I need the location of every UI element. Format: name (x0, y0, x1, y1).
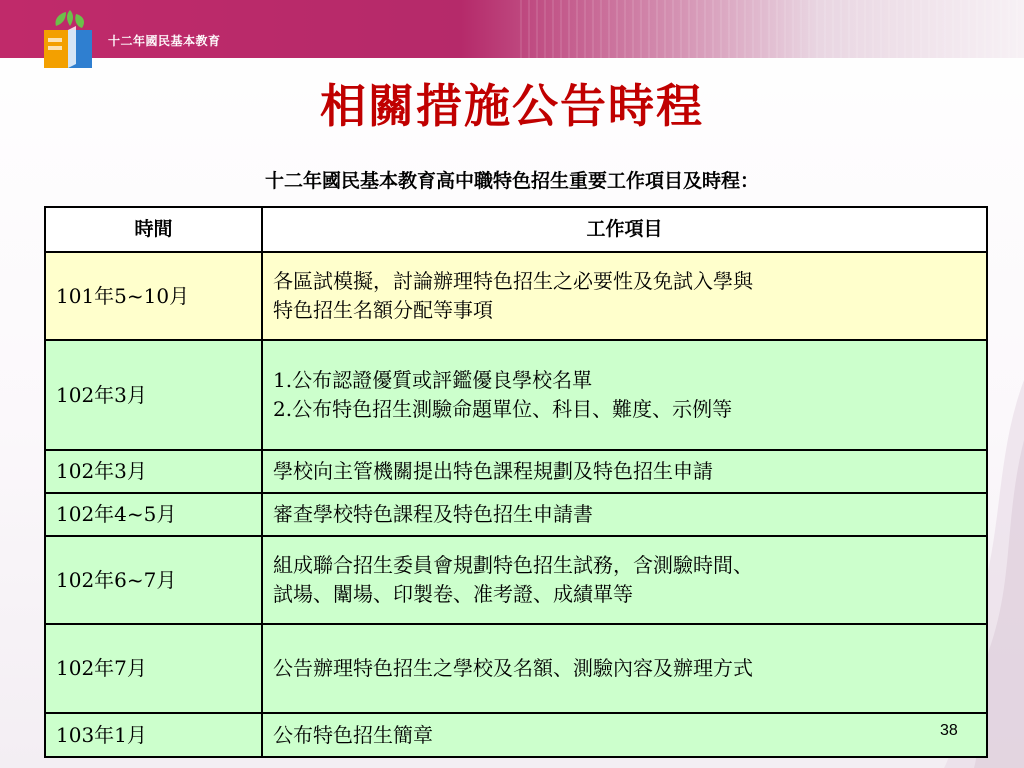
time-cell: 103年1月 (45, 713, 262, 757)
table-row (45, 713, 987, 757)
work-line: 組成聯合招生委員會規劃特色招生試務，含測驗時間、 (273, 553, 753, 577)
work-line: 公布特色招生簡章 (273, 722, 433, 747)
page-title: 相關措施公告時程 (320, 79, 704, 133)
time-cell: 101年5~10月 (45, 252, 262, 340)
table-row (45, 624, 987, 713)
page-number: 38 (940, 722, 958, 739)
work-cell (262, 624, 987, 713)
work-line: 試場、闈場、印製卷、准考證、成績單等 (273, 582, 633, 606)
education-logo-icon (36, 8, 104, 76)
time-cell: 102年4~5月 (45, 493, 262, 536)
work-line: 各區試模擬，討論辦理特色招生之必要性及免試入學與 (273, 269, 753, 293)
table-row (45, 536, 987, 624)
table-row (45, 340, 987, 450)
table-row (45, 493, 987, 536)
work-cell (262, 252, 987, 340)
table-row (45, 252, 987, 340)
time-cell: 102年3月 (45, 340, 262, 450)
work-cell (262, 536, 987, 624)
time-cell: 102年6~7月 (45, 536, 262, 624)
page-subtitle: 十二年國民基本教育高中職特色招生重要工作項目及時程： (264, 170, 759, 192)
work-cell (262, 340, 987, 450)
time-cell: 102年3月 (45, 450, 262, 493)
work-cell (262, 450, 987, 493)
brand-text: 十二年國民基本教育 (108, 34, 221, 48)
work-cell (262, 493, 987, 536)
work-line: 2.公布特色招生測驗命題單位、科目、難度、示例等 (273, 397, 733, 421)
work-line: 學校向主管機關提出特色課程規劃及特色招生申請 (273, 459, 713, 483)
table-header-row (45, 207, 987, 252)
header-time: 時間 (45, 207, 262, 252)
table-row (45, 450, 987, 493)
time-cell: 102年7月 (45, 624, 262, 713)
schedule-table (44, 206, 988, 758)
header-work-items: 工作項目 (262, 207, 987, 252)
header-stripes (520, 0, 1024, 58)
work-cell (262, 713, 987, 757)
work-line: 特色招生名額分配等事項 (273, 298, 493, 322)
work-line: 公告辦理特色招生之學校及名額、測驗內容及辦理方式 (273, 656, 753, 680)
work-line: 1.公布認證優質或評鑑優良學校名單 (273, 368, 593, 392)
work-line: 審查學校特色課程及特色招生申請書 (273, 502, 593, 526)
